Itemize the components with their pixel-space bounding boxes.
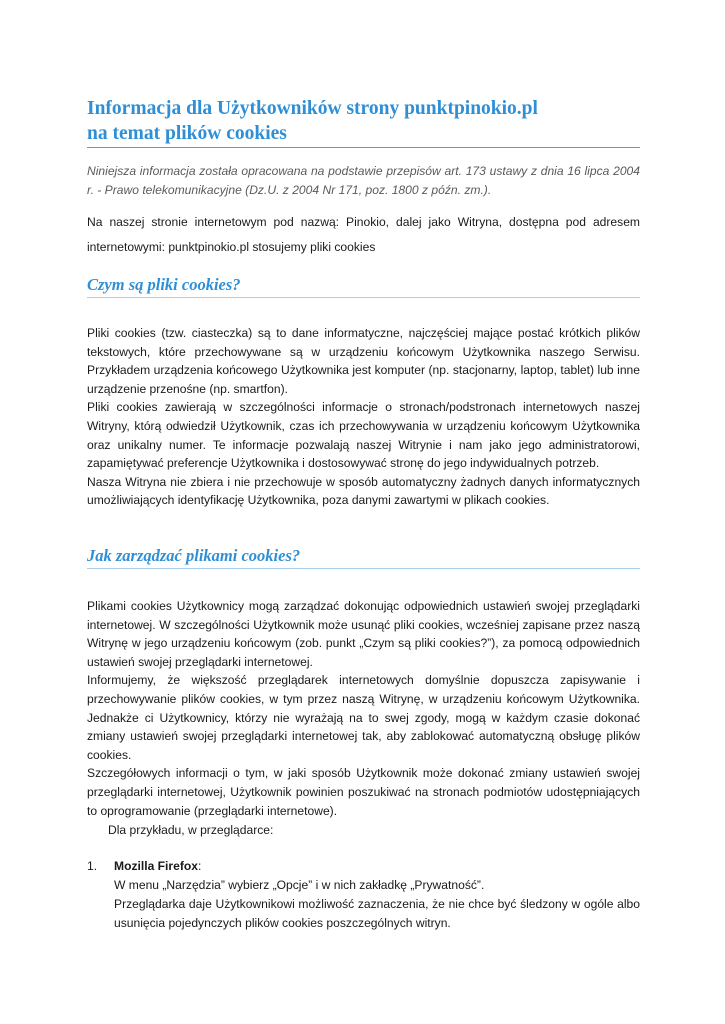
paragraph: Pliki cookies (tzw. ciasteczka) są to dane informatyczne, najczęściej mające postać krótkich plików tekstowych, które przechowywane są w urządzeniu końcowym Użytkownika naszego Serwisu. Przykładem urządzenia końcowego Użytkownika jest komputer (np. stacjonarny, laptop, tablet) lub inne urządzenie przenośne (np. smartfon).: [87, 326, 640, 396]
section-what-are-cookies-body: [87, 324, 640, 510]
paragraph: Pliki cookies zawierają w szczególności informacje o stronach/podstronach internetowych naszej Witryny, którą odwiedził Użytkownik, czas ich przechowywania w urządzeniu końcowym Użytkownika oraz unikalny numer. Te informacje pozwalają naszej Witrynie i nam jako jego administratorowi, zapamiętywać preferencje Użytkownika i dostosowywać stronę do jego indywidualnych potrzeb.: [87, 400, 640, 471]
paragraph: Informujemy, że większość przeglądarek internetowych domyślnie dopuszcza zapisywanie i przechowywanie plików cookies, w tym przez naszą Witrynę, w urządzeniu końcowym Użytkownika. Jednakże ci Użytkownicy, którzy nie wyrażają na to swej zgody, mogą w każdym czasie dokonać zmiany ustawień swojej przeglądarki internetowej tak, aby zablokować automatyczną obsługę plików cookies.: [87, 673, 640, 762]
list-item-body: [114, 857, 640, 933]
paragraph: Szczegółowych informacji o tym, w jaki sposób Użytkownik może dokonać zmiany ustawień swojej przeglądarki internetowej, Użytkownik powinien poszukiwać na stronach podmiotów udostępniających to oprogramowanie (przeglądarki internetowe).: [87, 766, 640, 818]
title-line-1: Informacja dla Użytkowników strony punktpinokio.pl: [87, 98, 538, 119]
document-title: [87, 96, 642, 146]
browser-name: Mozilla Firefox: [114, 859, 198, 873]
intro-paragraph: Na naszej stronie internetowym pod nazwą: Pinokio, dalej jako Witryna, dostępna pod adresem internetowymi: punktpinokio.pl stosujemy pliki cookies: [87, 215, 640, 254]
section-manage-cookies-body: [87, 597, 640, 820]
section-heading-rule: [87, 297, 640, 298]
paragraph: Nasza Witryna nie zbiera i nie przechowuje w sposób automatyczny żadnych danych informatycznych umożliwiających identyfikację Użytkownika, poza danymi zawartymi w plikach cookies.: [87, 474, 640, 508]
browser-name-suffix: :: [198, 859, 202, 873]
instruction-description: Przeglądarka daje Użytkownikowi możliwość zaznaczenia, że nie chce być śledzony w ogóle albo usunięcia pojedynczych plików cookies poszczególnych witryn.: [114, 897, 640, 930]
list-number: 1.: [87, 859, 98, 873]
section-heading-what-are-cookies: Czym są pliki cookies?: [87, 275, 241, 294]
title-underline: [87, 147, 640, 148]
section-heading-rule: [87, 568, 640, 569]
example-intro: Dla przykładu, w przeglądarce:: [108, 823, 274, 837]
instruction-line: W menu „Narzędzia” wybierz „Opcje” i w nich zakładkę „Prywatność”.: [114, 878, 485, 892]
paragraph: Plikami cookies Użytkownicy mogą zarządzać dokonując odpowiednich ustawień swojej przeglądarki internetowej. W szczególności Użytkownik może usunąć pliki cookies, wcześniej zapisane przez naszą Witrynę w jego urządzeniu końcowym (zob. punkt „Czym są pliki cookies?”), za pomocą odpowiednich ustawień swojej przeglądarki internetowej.: [87, 599, 640, 669]
title-line-2: na temat plików cookies: [87, 123, 287, 144]
section-heading-manage-cookies: Jak zarządzać plikami cookies?: [87, 546, 301, 565]
legal-basis-note: Niniejsza informacja została opracowana na podstawie przepisów art. 173 ustawy z dnia 16 lipca 2004 r. - Prawo telekomunikacyjne (Dz.U. z 2004 Nr 171, poz. 1800 z późn. zm.).: [87, 164, 640, 197]
